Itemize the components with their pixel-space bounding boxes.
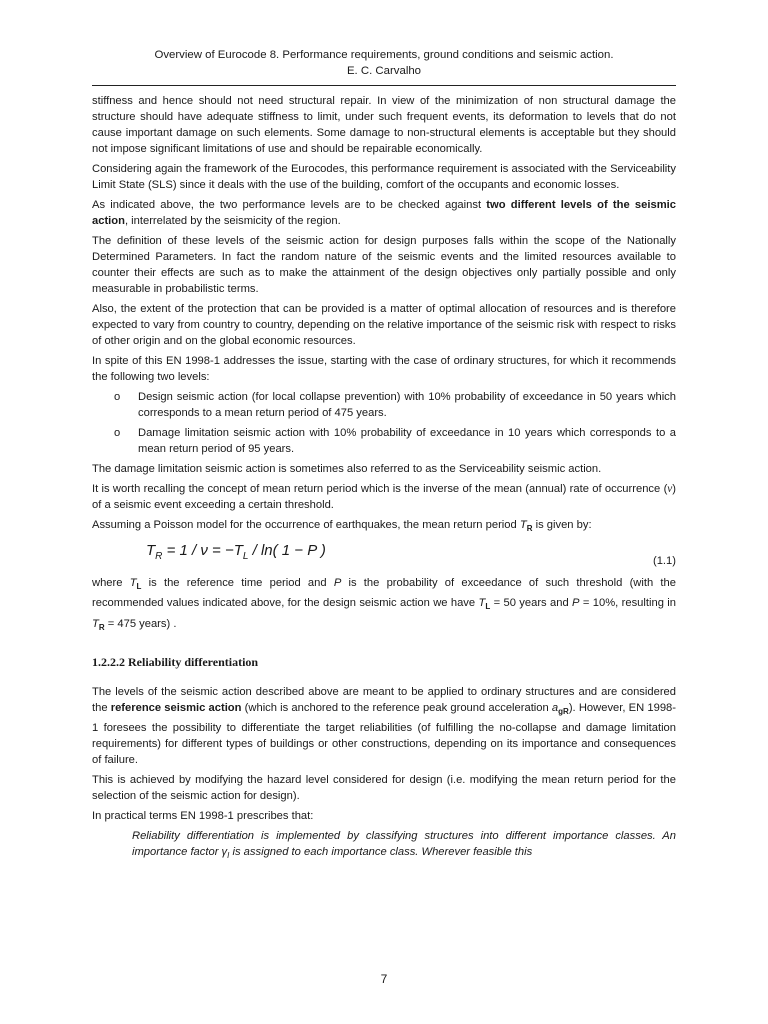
page-number: 7 [380,972,388,986]
paragraph-7: The damage limitation seismic action is sometimes also referred to as the Serviceability seismic action. [92,463,602,475]
sub-L: L [485,602,491,612]
text-run: is given by: [532,519,592,531]
paragraph-1: stiffness and hence should not need structural repair. In view of the minimization of non structural damage the structure should have adequate stiffness to limit, under such frequent events, its deformation to levels that do not cause important damage on such elements. Some damage to non-structural elements is acceptable but they should not impose significant limitations of use and should be repairable economically. [92,95,676,155]
paragraph-4: The definition of these levels of the seismic action for design purposes falls within the scope of the Nationally Determined Parameters. In fact the random nature of the seismic events and the limited resources available to counter their effects are such as to make the attainment of the design objectives only partially possible and only measurable in probabilistic terms. [92,235,676,295]
paragraph-9 [92,517,676,537]
text-run: , interrelated by the seismicity of the region. [124,215,341,227]
paragraph-5: Also, the extent of the protection that can be provided is a matter of optimal allocation of resources and is therefore expected to vary from country to country, depending on the relative importance of the seismic risk with respect to risks of other origin and on the global economic resources. [92,303,676,347]
paragraph-2: Considering again the framework of the Eurocodes, this performance requirement is associated with the Serviceability Limit State (SLS) since it deals with the use of the building, comfort of the occupants and economic losses. [92,163,676,191]
paragraph-13: In practical terms EN 1998-1 prescribes that: [92,810,314,823]
text-run: Assuming a Poisson model for the occurrence of earthquakes, the mean return period [92,519,520,531]
header-divider [92,85,676,86]
text-run: Reliability differentiation is implemented by classifying structures into different importance classes. An importance factor [132,830,676,859]
var-a: a [551,701,559,714]
text-run: The levels of the seismic action described above are meant to be applied to ordinary structures and are considered the [92,685,676,714]
paragraph-12: This is achieved by modifying the hazard level considered for design (i.e. modifying the mean return period for the selection of the seismic action for design). [92,774,676,803]
var-P: P [333,577,342,590]
eq-sub: R [155,551,163,563]
text-run: is the reference time period and [141,577,334,590]
document-body [92,93,676,868]
equation-1-1 [92,541,676,571]
text-run: = 10%, resulting in [579,597,676,610]
var-T: T [129,577,137,590]
bullet-text: Damage limitation seismic action with 10% probability of exceedance in 10 years which corresponds to a mean return period of 95 years. [138,427,676,455]
nu-symbol: ν [667,483,673,495]
text-run: (which is anchored to the reference peak ground acceleration [241,701,552,714]
header-author: E. C. Carvalho [346,65,422,77]
quoted-clause [92,828,676,864]
gamma-symbol: γ [221,846,228,859]
eq-var: T [233,542,243,560]
var-T: T [478,597,486,610]
text-run: It is worth recalling the concept of mean return period which is the inverse of the mean (annual) rate of occurrence ( [92,483,668,495]
paragraph-10 [92,575,676,636]
bullet-item [92,389,676,421]
eq-text: = 1 / ν = − [162,542,234,560]
bold-phrase: reference seismic action [110,701,242,714]
bullet-item [92,425,676,457]
header-title: Overview of Eurocode 8. Performance requirements, ground conditions and seismic action. [154,49,614,61]
sub-R: R [526,524,533,534]
section-heading: 1.2.2.2 Reliability differentiation [92,654,259,669]
sub-R: R [98,622,105,632]
text-run: ). However, EN 1998-1 foresees the possibility to differentiate the target reliabilities (of fulfilling the no-collapse and damage limitation requirements) for different types of buildings or other constructions, depending on its importance and consequences of failure. [92,701,676,767]
sub-gR: gR [558,707,569,717]
eq-sub: L [242,551,249,563]
bullet-list [92,389,676,457]
text-run: is the probability of exceedance of such threshold (with the recommended values indicated above, for the design seismic action we have [92,577,676,610]
var-T: T [519,519,527,531]
text-run: where [92,577,130,590]
var-T: T [92,617,99,630]
equation-number: (1.1) [652,555,676,568]
text-run: is assigned to each importance class. Wherever feasible this [229,846,533,859]
eq-text: / ln( 1 − P ) [248,542,326,560]
sub-I: I [227,851,230,861]
text-run: As indicated above, the two performance levels are to be checked against [92,199,487,211]
running-header [92,47,676,79]
paragraph-8 [92,481,676,513]
eq-var: T [146,542,156,560]
sub-L: L [136,582,142,592]
bullet-marker: o [114,391,121,403]
equation-formula [146,543,326,565]
text-run: = 50 years and [490,597,573,610]
bold-phrase: two different levels of the seismic action [92,199,676,227]
paragraph-3 [92,197,676,229]
bullet-marker: o [114,427,121,439]
paragraph-6: In spite of this EN 1998-1 addresses the issue, starting with the case of ordinary structures, for which it recommends the following two levels: [92,355,676,383]
var-P: P [572,597,580,610]
text-run: = 475 years) . [104,617,177,630]
text-run: ) of a seismic event exceeding a certain threshold. [92,483,676,511]
bullet-text: Design seismic action (for local collapse prevention) with 10% probability of exceedance in 50 years which corresponds to a mean return period of 475 years. [138,391,676,419]
paragraph-11 [92,684,676,768]
